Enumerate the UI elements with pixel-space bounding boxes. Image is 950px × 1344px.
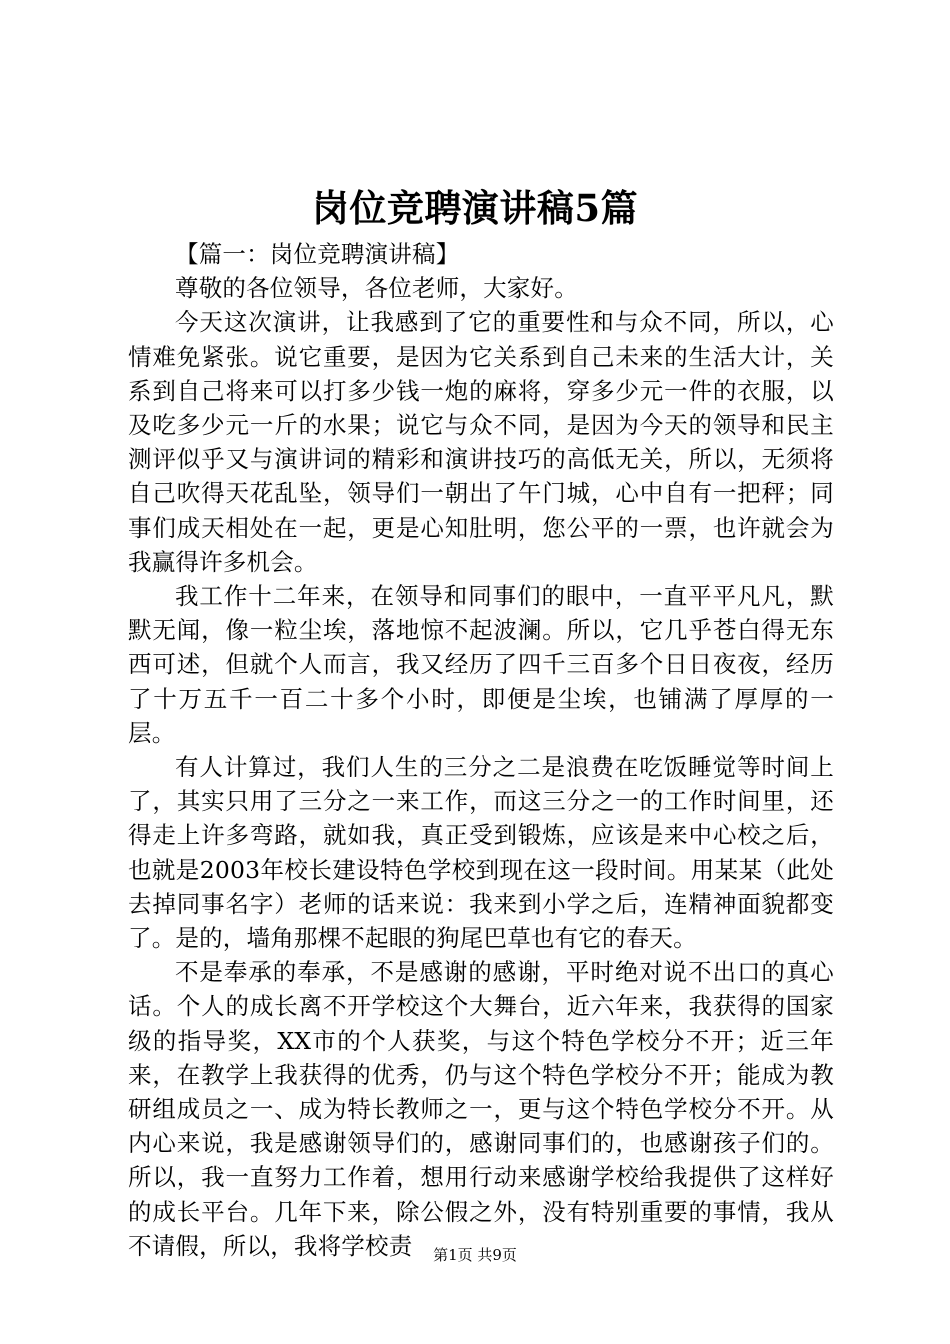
- greeting-paragraph: 尊敬的各位领导，各位老师，大家好。: [175, 274, 578, 303]
- document-body: [128, 237, 834, 1263]
- document-title: 岗位竞聘演讲稿5篇: [311, 186, 639, 230]
- page-footer: 第1页 共9页: [433, 1246, 517, 1264]
- body-paragraph: 今天这次演讲，让我感到了它的重要性和与众不同，所以，心情难免紧张。说它重要，是因为它关系到自己未来的生活大计，关系到自己将来可以打多少钱一炮的麻将，穿多少元一件的衣服，以及吃多少元一斤的水果；说它与众不同，是因为今天的领导和民主测评似乎又与演讲词的精彩和演讲技巧的高低无关，所以，无须将自己吹得天花乱坠，领导们一朝出了午门城，心中自有一把秤；同事们成天相处在一起，更是心知肚明，您公平的一票，也许就会为我赢得许多机会。: [128, 308, 834, 576]
- section-heading: 【篇一：岗位竞聘演讲稿】: [175, 240, 460, 268]
- body-paragraph: 我工作十二年来，在领导和同事们的眼中，一直平平凡凡，默默无闻，像一粒尘埃，落地惊不起波澜。所以，它几乎苍白得无东西可述，但就个人而言，我又经历了四千三百多个日日夜夜，经历了十万五千一百二十多个小时，即便是尘埃，也铺满了厚厚的一层。: [128, 582, 834, 747]
- body-paragraph: 有人计算过，我们人生的三分之二是浪费在吃饭睡觉等时间上了，其实只用了三分之一来工作，而这三分之一的工作时间里，还得走上许多弯路，就如我，真正受到锻炼，应该是来中心校之后，也就是2003年校长建设特色学校到现在这一段时间。用某某（此处去掉同事名字）老师的话来说：我来到小学之后，连精神面貌都变了。是的，墙角那棵不起眼的狗尾巴草也有它的春天。: [128, 753, 834, 953]
- body-paragraph: 不是奉承的奉承，不是感谢的感谢，平时绝对说不出口的真心话。个人的成长离不开学校这个大舞台，近六年来，我获得的国家级的指导奖，XX市的个人获奖，与这个特色学校分不开；近三年来，在教学上我获得的优秀，仍与这个特色学校分不开；能成为教研组成员之一、成为特长教师之一，更与这个特色学校分不开。从内心来说，我是感谢领导们的，感谢同事们的，也感谢孩子们的。所以，我一直努力工作着，想用行动来感谢学校给我提供了这样好的成长平台。几年下来，除公假之外，没有特别重要的事情，我从不请假，所以，我将学校责: [128, 958, 834, 1260]
